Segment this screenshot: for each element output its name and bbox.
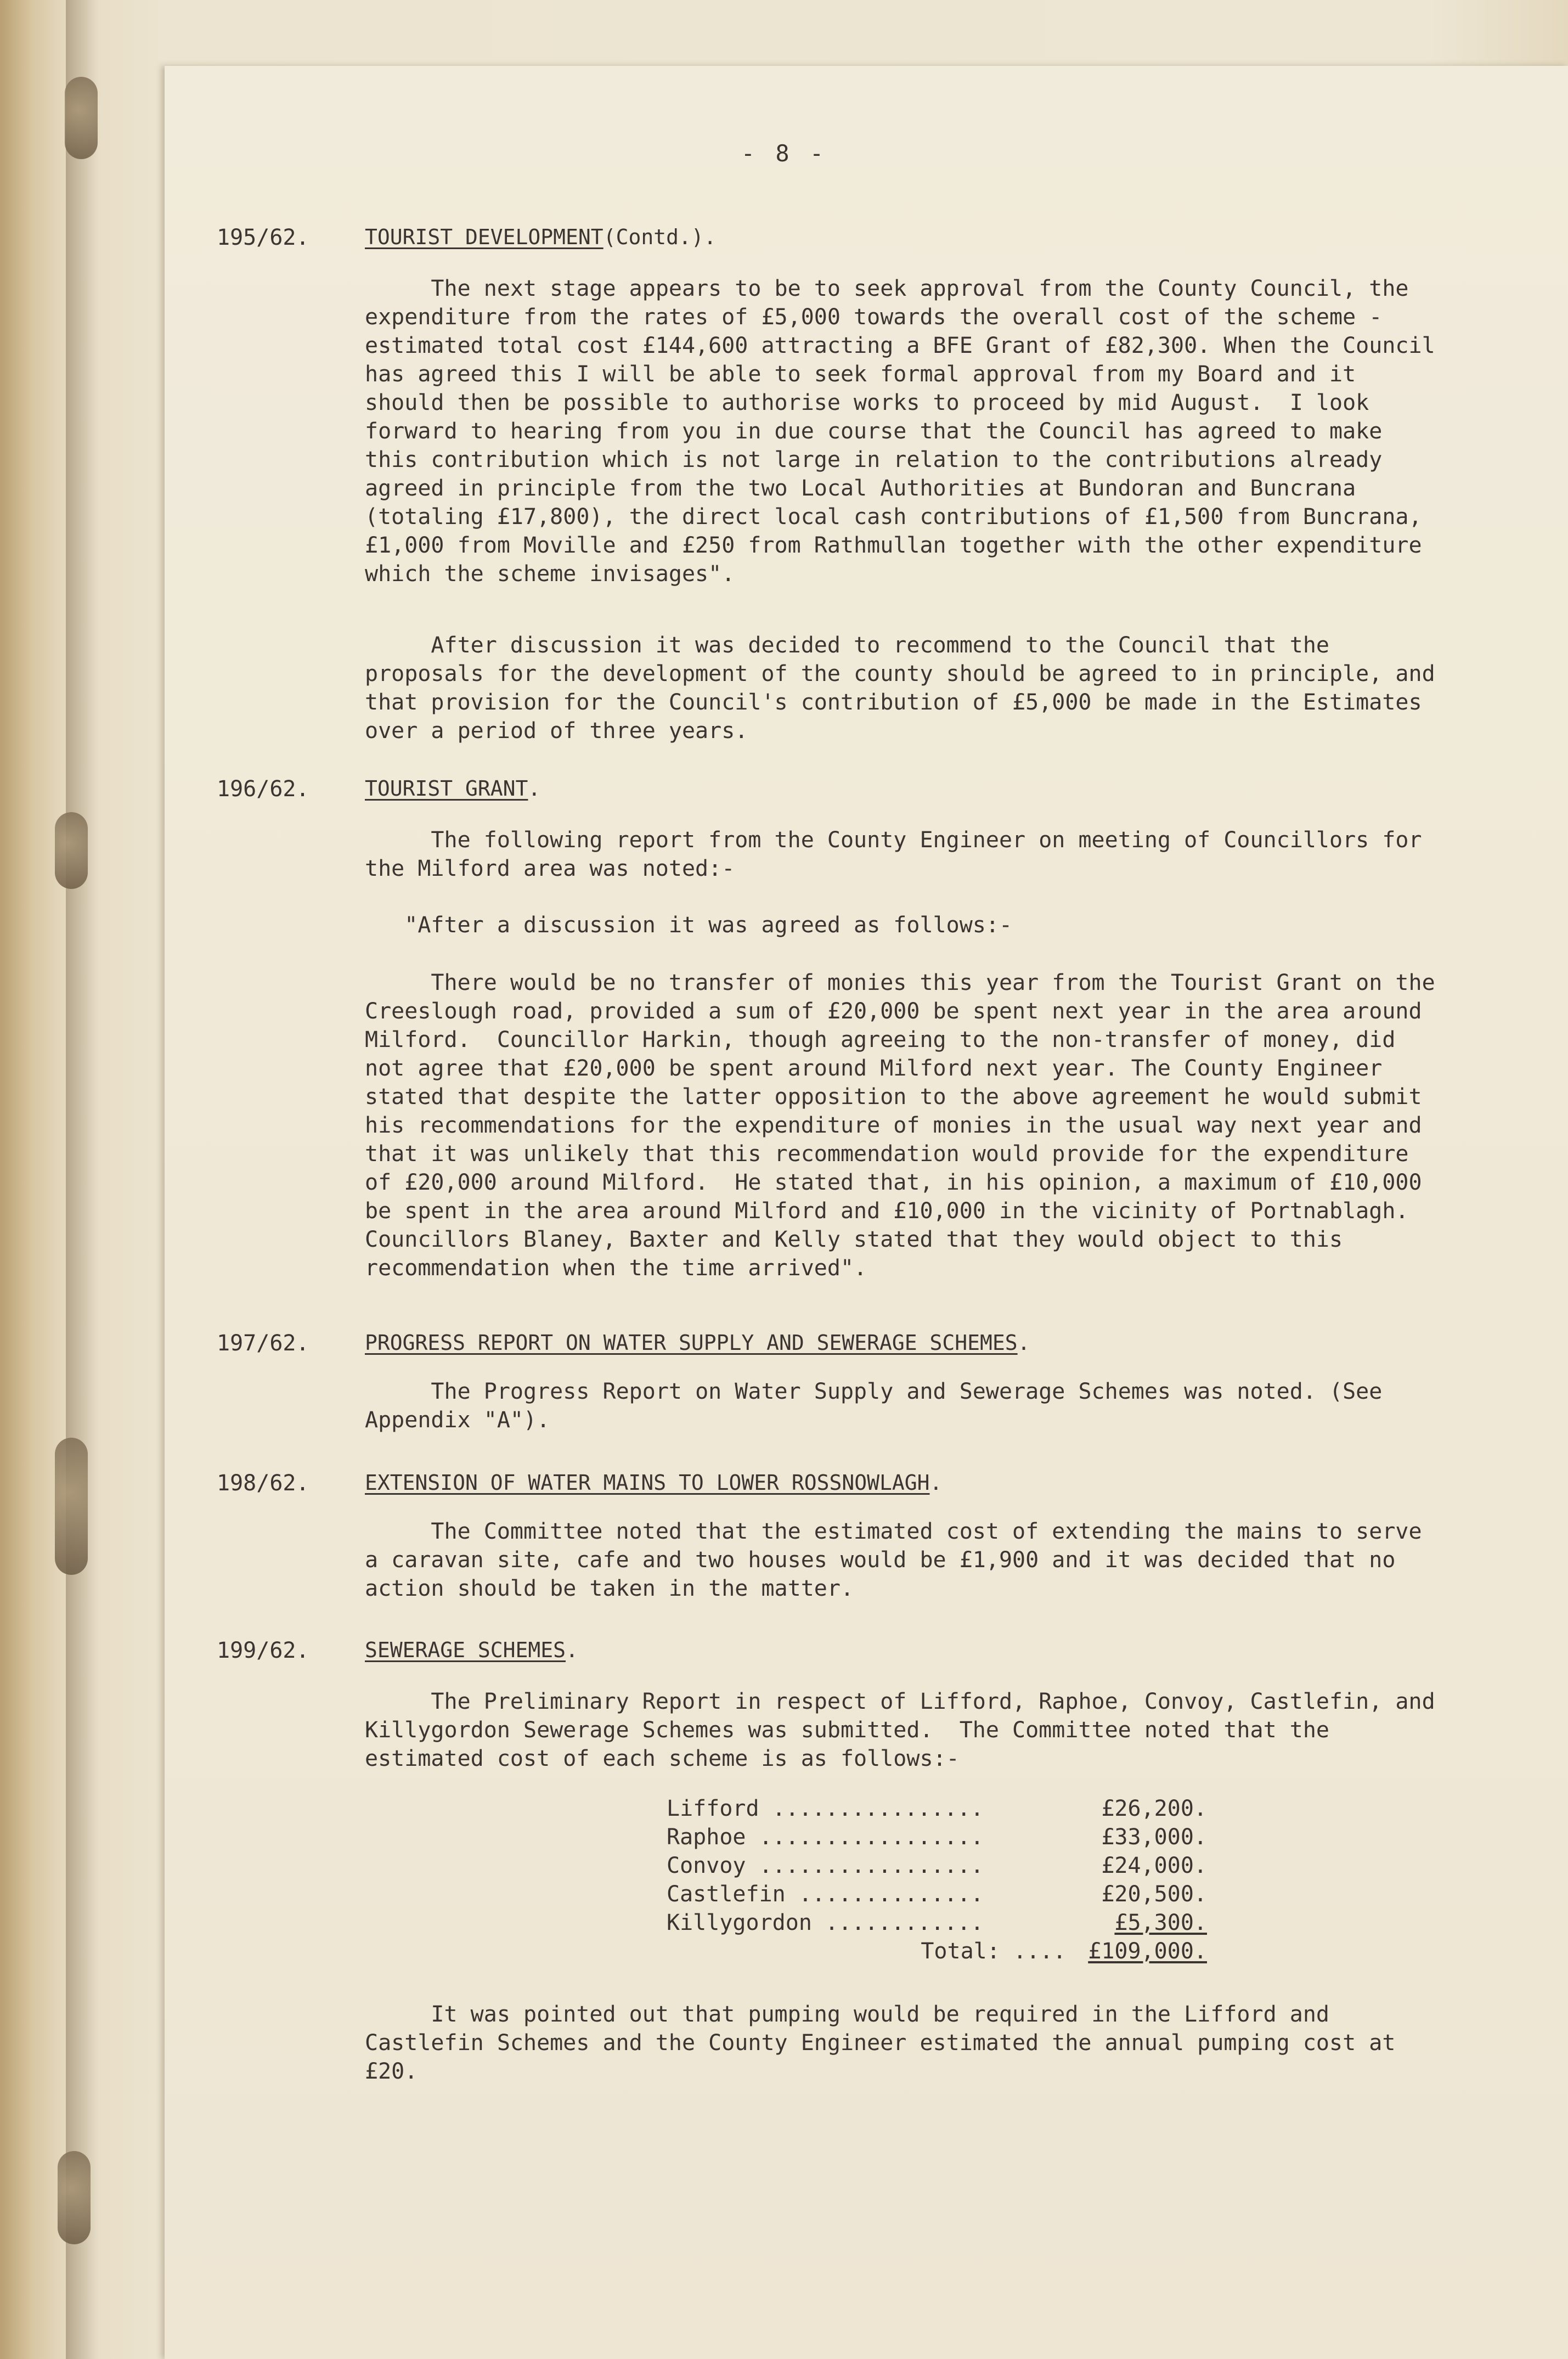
minute-heading [365, 225, 717, 249]
paragraph: The Preliminary Report in respect of Lifford, Raphoe, Convoy, Castlefin, and Killygordon Sewerage Schemes was submitted. The Committee noted that the estimated cost of each scheme is as follows:- [365, 1689, 1448, 1771]
minute-item-198 [217, 1471, 1479, 1613]
scheme-cost: £20,500. [1101, 1882, 1207, 1907]
minute-heading [365, 1471, 942, 1495]
paragraph: The following report from the County Engineer on meeting of Councillors for the Milford area was noted:- [365, 827, 1435, 881]
paragraph: "After a discussion it was agreed as follows:- [365, 913, 1013, 938]
minute-item-195 [217, 225, 1479, 752]
paragraph: There would be no transfer of monies this year from the Tourist Grant on the Creeslough road, provided a sum of £20,000 be spent next year in the area around Milford. Councillor Harkin, though agreeing to the non-transfer of money, did not agree that £20,000 be spent around Milford next year. The County Engineer stated that despite the latter opposition to the above agreement he would submit his recommendations for the expenditure of monies in the usual way next year and that it was unlikely that this recommendation would provide for the expenditure of £20,000 around Milford. He stated that, in his opinion, a maximum of £10,000 be spent in the area around Milford and £10,000 in the vicinity of Portnablagh. Councillors Blaney, Baxter and Kelly stated that they would object to this recommendation when the time arrived". [365, 970, 1448, 1281]
scheme-name: Convoy ................. [667, 1853, 984, 1878]
table-row [667, 1794, 1207, 1823]
table-row [667, 1823, 1207, 1851]
page-number: - 8 - [741, 140, 827, 167]
table-row [667, 1851, 1207, 1880]
scheme-name: Raphoe ................. [667, 1825, 984, 1850]
scheme-cost: £5,300. [1114, 1910, 1207, 1935]
paragraph: After discussion it was decided to recommend to the Council that the proposals for the development of the county should be agreed to in principle, and that provision for the Council's contribution of £5,000 be made in the Estimates over a period of three years. [365, 633, 1448, 744]
binding-shadow [66, 0, 99, 2359]
closing-paragraph: It was pointed out that pumping would be required in the Lifford and Castlefin Schemes and the County Engineer estimated the annual pumping cost at £20. [365, 2002, 1409, 2084]
heading-suffix: . [929, 1471, 943, 1495]
scheme-cost-table [667, 1794, 1207, 1966]
heading-text: PROGRESS REPORT ON WATER SUPPLY AND SEWERAGE SCHEMES [365, 1331, 1018, 1355]
binding-ring [55, 1438, 88, 1575]
minute-number: 196/62. [217, 776, 309, 802]
heading-suffix: . [528, 776, 541, 801]
binding-ring [58, 2151, 91, 2244]
scheme-name: Lifford ................ [667, 1796, 984, 1821]
heading-text: TOURIST DEVELOPMENT [365, 225, 603, 249]
scheme-cost: £26,200. [1101, 1796, 1207, 1821]
minute-item-197 [217, 1331, 1479, 1440]
minute-heading [365, 776, 540, 801]
minute-heading [365, 1331, 1030, 1355]
heading-suffix: (Contd.). [603, 225, 717, 249]
scheme-cost: £33,000. [1101, 1825, 1207, 1850]
minute-number: 198/62. [217, 1471, 309, 1496]
paragraph: The next stage appears to be to seek approval from the County Council, the expenditure from the rates of £5,000 towards the overall cost of the scheme - estimated total cost £144,600 attracting a BFE Grant of £82,300. When the Council has agreed this I will be able to seek formal approval from my Board and it should then be possible to authorise works to proceed by mid August. I look forward to hearing from you in due course that the Council has agreed to make this contribution which is not large in relation to the contributions already agreed in principle from the two Local Authorities at Bundoran and Buncrana (totaling £17,800), the direct local cash contributions of £1,500 from Buncrana, £1,000 from Moville and £250 from Rathmullan together with the other expenditure which the scheme invisages". [365, 276, 1448, 587]
total-label: Total: .... [921, 1939, 1067, 1964]
minute-number: 199/62. [217, 1638, 309, 1663]
heading-text: SEWERAGE SCHEMES [365, 1638, 566, 1662]
total-row [667, 1937, 1207, 1966]
heading-text: TOURIST GRANT [365, 776, 528, 801]
scheme-name: Killygordon ............ [667, 1910, 984, 1935]
scheme-name: Castlefin .............. [667, 1882, 984, 1907]
table-row [667, 1908, 1207, 1937]
heading-suffix: . [566, 1638, 578, 1662]
minute-number: 195/62. [217, 225, 309, 250]
paragraph: The Progress Report on Water Supply and Sewerage Schemes was noted. (See Appendix "A"). [365, 1379, 1396, 1433]
binding-ring [55, 812, 88, 889]
paragraph: The Committee noted that the estimated cost of extending the mains to serve a caravan site, cafe and two houses would be £1,900 and it was decided that no action should be taken in the matter. [365, 1519, 1435, 1601]
heading-suffix: . [1017, 1331, 1030, 1355]
minute-heading [365, 1638, 578, 1662]
minute-number: 197/62. [217, 1331, 309, 1356]
minute-item-196 [217, 776, 1479, 1303]
scheme-cost: £24,000. [1101, 1853, 1207, 1878]
total-value: £109,000. [1088, 1939, 1207, 1964]
heading-text: EXTENSION OF WATER MAINS TO LOWER ROSSNOWLAGH [365, 1471, 930, 1495]
table-row [667, 1880, 1207, 1908]
